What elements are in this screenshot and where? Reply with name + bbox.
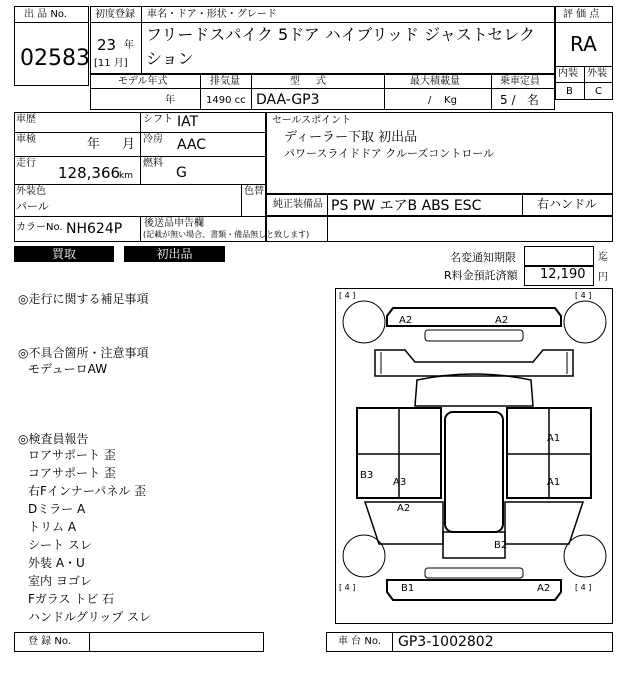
lot-label: 出 品 No. <box>24 9 67 20</box>
inspector-note-line: 右Fインナーパネル 歪 <box>28 484 147 498</box>
overall-grade: RA <box>570 32 597 56</box>
lot-number: 02583 <box>20 46 90 71</box>
shift-label: シフト <box>143 114 173 125</box>
max-load-value: / Kg <box>428 95 457 106</box>
recycle-label: R料金預託済額 <box>444 269 518 282</box>
exterior-grade: C <box>595 86 602 97</box>
capacity-value: 5 / 名 <box>500 93 539 107</box>
name-change-unit: 迄 <box>598 252 608 263</box>
capacity-label: 乗車定員 <box>500 76 540 87</box>
mark-front-left: A2 <box>399 315 413 326</box>
interior-label: 内装 <box>558 68 578 79</box>
chassis-label: 車 台 No. <box>338 636 381 647</box>
car-name-line1: フリードスパイク 5ドア ハイブリッド ジャストセレク <box>146 25 535 44</box>
inspector-note-line: 外装 A・U <box>28 556 85 570</box>
car-damage-diagram <box>335 288 613 624</box>
tire-tl-label: [ 4 ] <box>339 291 356 300</box>
mark-rear-center: B2 <box>494 540 508 551</box>
displacement-label: 排気量 <box>210 76 240 87</box>
mileage-label: 走行 <box>16 158 36 169</box>
grade-label: 評 価 点 <box>563 9 600 20</box>
recycle-amount: 12,190 <box>540 267 586 282</box>
steering-value: 右ハンドル <box>537 197 598 211</box>
sales-point-line2: パワースライドドア クルーズコントロール <box>284 147 495 160</box>
reg-no-label: 登 録 No. <box>28 636 71 647</box>
name-change-label: 名変通知期限 <box>450 251 516 264</box>
color-no-value: NH624P <box>66 221 123 237</box>
tire-front-right <box>564 301 606 343</box>
mark-front-right: A2 <box>495 315 509 326</box>
model-year-label: モデル年式 <box>118 76 168 87</box>
ac-value: AAC <box>177 137 207 153</box>
inspector-note-line: コアサポート 歪 <box>28 466 116 480</box>
defects-line1: モデューロAW <box>28 362 108 376</box>
tag-first-listing: 初出品 <box>124 246 225 262</box>
exterior-label: 外装 <box>587 68 607 79</box>
mark-left-door-center: A3 <box>393 477 407 488</box>
inspection-label: 車検 <box>16 134 36 145</box>
mark-rear-bumper-left: B1 <box>401 583 415 594</box>
color-change-label: 色替 <box>244 186 264 197</box>
inspector-note-line: Dミラー A <box>28 502 86 516</box>
inspector-note-line: Fガラス トビ 石 <box>28 592 115 606</box>
ext-color-value: パール <box>16 200 49 213</box>
inspector-title: ◎検査員報告 <box>18 432 89 446</box>
mark-left-side: B3 <box>360 470 374 481</box>
driving-notes-title: ◎走行に関する補足事項 <box>18 292 149 306</box>
equipment-label: 純正装備品 <box>273 199 323 210</box>
inspector-note-line: 室内 ヨゴレ <box>28 574 92 588</box>
inspection-year-unit: 年 <box>87 137 101 152</box>
inspector-note-line: ロアサポート 歪 <box>28 448 116 462</box>
inspector-note-line: シート スレ <box>28 538 92 552</box>
mark-right-front-door: A1 <box>547 433 561 444</box>
aftermarket-note: (記載が無い場合、書類・備品無しと致します) <box>143 230 310 239</box>
sales-points-label: セールスポイント <box>272 115 352 126</box>
mark-rear-bumper-right: A2 <box>537 583 551 594</box>
name-change-box <box>524 246 594 266</box>
first-reg-label: 初度登録 <box>95 9 135 20</box>
history-label: 車歴 <box>16 114 36 125</box>
defects-title: ◎不具合箇所・注意事項 <box>18 346 149 360</box>
mark-right-rear-door: A1 <box>547 477 561 488</box>
tire-bl-label: [ 4 ] <box>339 583 356 592</box>
interior-grade: B <box>566 86 573 97</box>
tag-kaitori: 買取 <box>14 246 114 262</box>
ext-color-label: 外装色 <box>16 186 46 197</box>
car-name-label: 車名・ドア・形状・グレード <box>147 9 277 20</box>
mileage-value: 128,366 <box>58 164 121 182</box>
fuel-value: G <box>176 165 187 181</box>
mark-left-rear: A2 <box>397 503 411 514</box>
first-reg-year: 23 <box>97 36 117 54</box>
first-reg-month: [11 月] <box>94 58 128 69</box>
displacement-value: 1490 cc <box>206 95 246 106</box>
aftermarket-label: 後送品申告欄 <box>144 218 204 229</box>
type-value: DAA-GP3 <box>256 92 320 108</box>
type-label: 型 式 <box>290 76 326 87</box>
max-load-label: 最大積載量 <box>410 76 460 87</box>
color-no-label: カラーNo. <box>16 222 63 233</box>
inspector-note-line: ハンドルグリップ スレ <box>28 610 152 624</box>
equipment-items: PS PW エアB ABS ESC <box>331 198 482 214</box>
car-name-line2: ション <box>146 49 194 68</box>
year-unit: 年 <box>124 40 134 51</box>
mileage-unit: km <box>119 171 133 181</box>
chassis-number: GP3-1002802 <box>398 634 494 650</box>
ac-label: 冷房 <box>143 134 163 145</box>
inspector-note-line: トリム A <box>28 520 77 534</box>
recycle-unit: 円 <box>598 272 608 283</box>
shift-value: IAT <box>177 114 199 130</box>
tire-front-left <box>343 301 385 343</box>
tire-br-label: [ 4 ] <box>575 583 592 592</box>
tire-tr-label: [ 4 ] <box>575 291 592 300</box>
inspection-month-unit: 月 <box>122 137 136 152</box>
sales-point-line1: ディーラー下取 初出品 <box>284 130 418 145</box>
model-year-unit: 年 <box>165 95 175 106</box>
fuel-label: 燃料 <box>143 158 163 169</box>
